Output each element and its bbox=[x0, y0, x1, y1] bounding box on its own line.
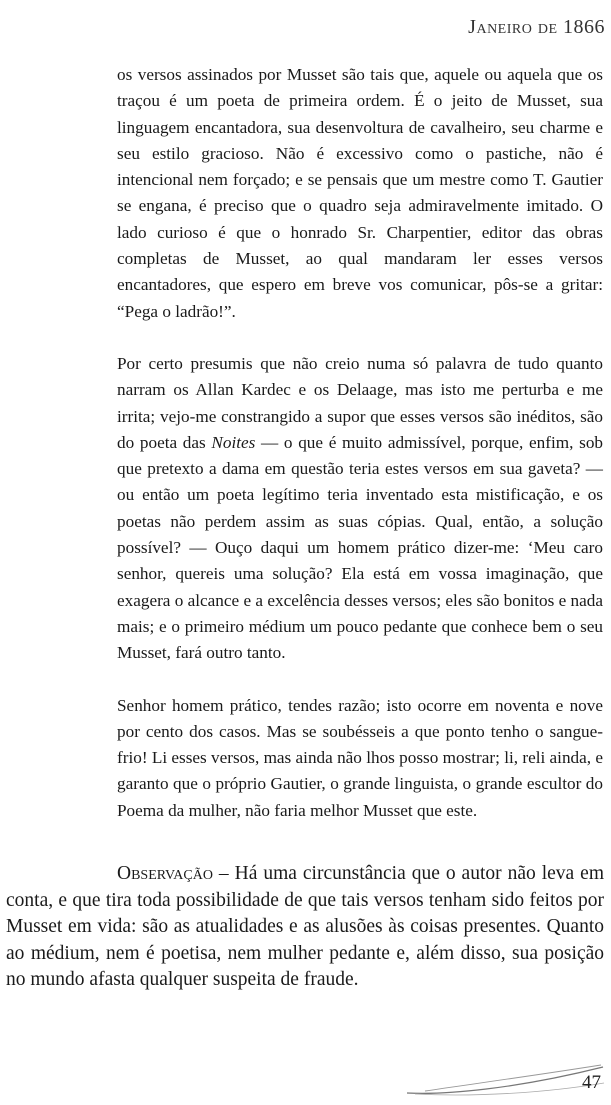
paragraph-2-part-b: — o que é muito admissível, porque, enfim, sob que pretexto a dama em questão teria estes versos em sua gaveta? — ou então um poeta legítimo teria inventado esta mistificação, e os poetas não perdem assim as suas cópias. Qual, então, a solução possível? — Ouço daqui um homem prático dizer-me: ‘Meu caro senhor, quereis uma solução? Ela está em vossa imaginação, que exagera o alcance e a excelência desses versos; eles são bonitos e nada mais; e o primeiro médium um pouco pedante que conhece bem o seu Musset, fará outro tanto. bbox=[117, 432, 604, 663]
paragraph-3: Senhor homem prático, tendes razão; isto ocorre em noventa e nove por cento dos casos. Mas se soubésseis a que ponto tenho o sangue-frio! Li esses versos, mas ainda não lhos posso mostrar; li, reli ainda, e garanto que o próprio Gautier, o grande linguista, o grande escultor do Poema da mulher, não faria melhor Musset que este. bbox=[117, 695, 603, 820]
observation-text: – Há uma circunstância que o autor não leva em conta, e que tira toda possibilidade de que tais versos tenham sido feitos por Musset em vida: são as atualidades e as alusões às coisas presentes. Quanto ao médium, nem é poetisa, nem mulher pedante e, além disso, sua posição no mundo afasta qualquer suspeita de fraude. bbox=[6, 863, 604, 990]
letter-quote bbox=[117, 62, 603, 850]
observation-paragraph bbox=[6, 861, 604, 994]
page-number: 47 bbox=[582, 1072, 601, 1093]
page-ornament-swoosh-icon bbox=[405, 1063, 605, 1099]
observation-label: Observação bbox=[117, 863, 213, 884]
paragraph-2 bbox=[117, 351, 603, 667]
work-title-noites: Noites bbox=[211, 432, 256, 452]
paragraph-1: os versos assinados por Musset são tais que, aquele ou aquela que os traçou é um poeta de primeira ordem. É o jeito de Musset, sua linguagem encantadora, sua desenvoltura de cavalheiro, seu charme e seu estilo gracioso. Não é excessivo como o pastiche, não é intencional nem forçado; e se pensais que um mestre como T. Gautier se engana, é preciso que o quadro seja admiravelmente imitado. O lado curioso é que o honrado Sr. Charpentier, editor das obras completas de Musset, ao qual mandaram ler esses versos encantadores, que espero em breve vos comunicar, pôs-se a gritar: “Pega o ladrão!”. bbox=[117, 65, 603, 321]
paragraph-2-part-a: Por certo presumis que não creio numa só palavra de tudo quanto narram os Allan Kardec e os Delaage, mas isto me perturba e me irrita; vejo-me constrangido a supor que esses versos são inéditos, são do poeta das bbox=[117, 353, 603, 452]
running-header: Janeiro de 1866 bbox=[468, 16, 605, 38]
